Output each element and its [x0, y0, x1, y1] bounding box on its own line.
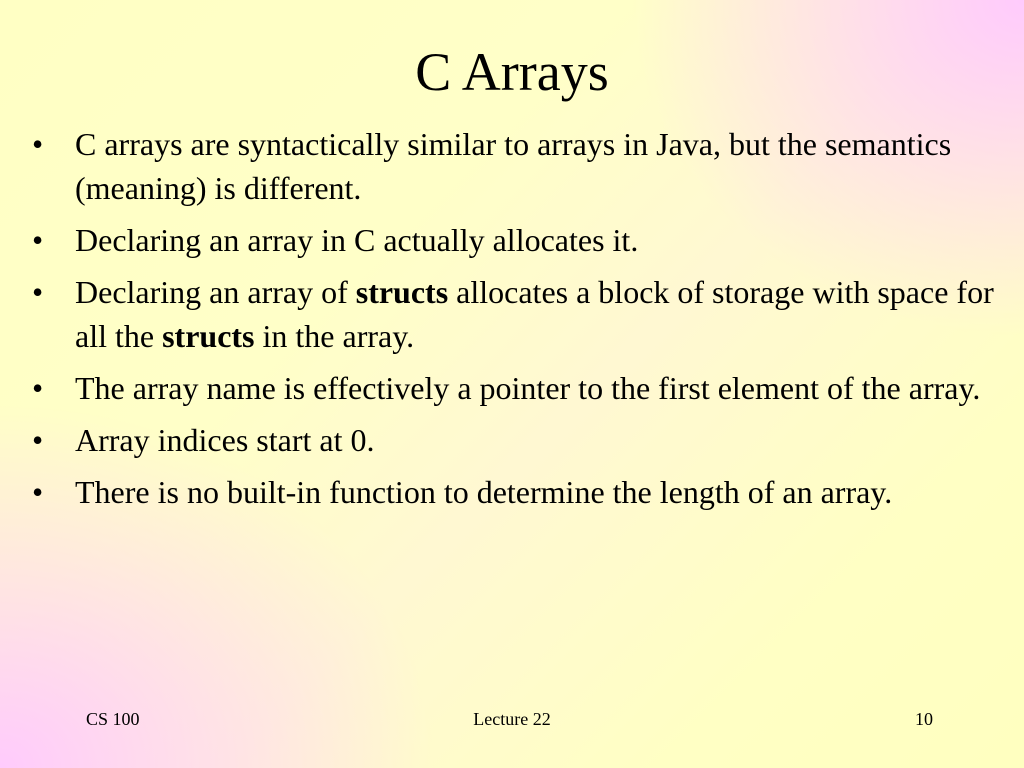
bullet-text: [75, 126, 951, 206]
slide-title: C Arrays: [415, 42, 609, 102]
text-segment: There is no built-in function to determine the length of an array.: [75, 474, 893, 510]
bullet-dot-icon: •: [32, 422, 44, 458]
bullet-item: [30, 366, 1000, 410]
bold-term: structs: [355, 274, 449, 310]
bullet-item: [30, 270, 1000, 358]
bullet-text: [75, 274, 994, 354]
bullet-text: [75, 222, 638, 258]
text-segment: Declaring an array of: [75, 274, 356, 310]
bullet-item: [30, 122, 1000, 210]
footer-lecture: Lecture 22: [473, 709, 551, 729]
bullet-list: [30, 122, 1000, 522]
bullet-item: [30, 418, 1000, 462]
footer-course: CS 100: [86, 709, 140, 729]
footer-page-number: 10: [915, 709, 933, 729]
text-segment: allocates a block of storage with space for all the: [75, 274, 994, 354]
bold-term: structs: [162, 318, 255, 354]
bullet-dot-icon: •: [32, 222, 44, 258]
bullet-text: [75, 422, 374, 458]
text-segment: The array name is effectively a pointer to the first element of the array.: [75, 370, 981, 406]
bullet-dot-icon: •: [32, 474, 44, 510]
bullet-dot-icon: •: [32, 274, 44, 310]
bullet-text: [75, 474, 892, 510]
text-segment: Array indices start at 0.: [75, 422, 375, 458]
bullet-item: [30, 218, 1000, 262]
bullet-dot-icon: •: [32, 370, 44, 406]
text-segment: in the array.: [254, 318, 415, 354]
bullet-text: [75, 370, 980, 406]
bullet-dot-icon: •: [32, 126, 44, 162]
text-segment: C arrays are syntactically similar to arrays in Java, but the semantics (meaning) is different.: [75, 126, 952, 206]
text-segment: Declaring an array in C actually allocates it.: [75, 222, 639, 258]
bullet-item: [30, 470, 1000, 514]
